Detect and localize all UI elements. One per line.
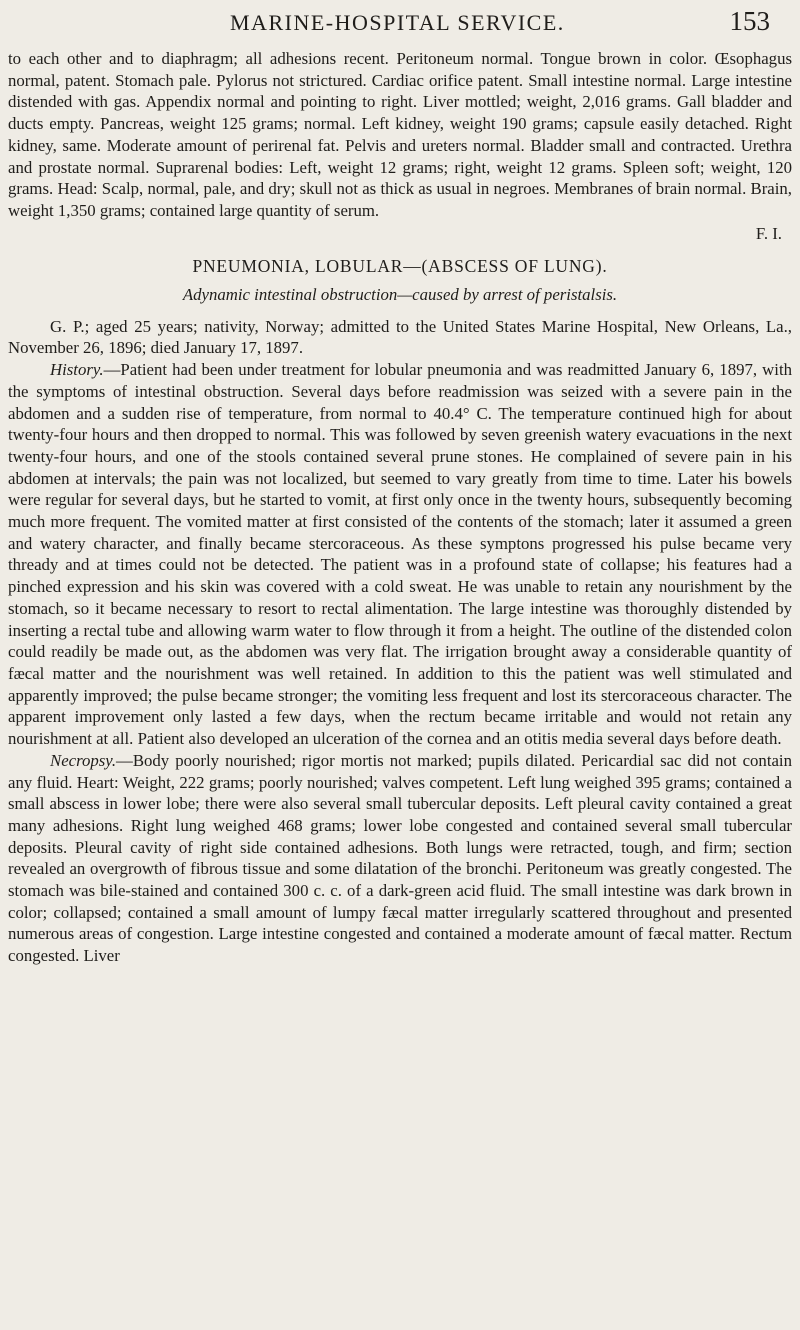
case-subheading: Adynamic intestinal obstruction—caused by arrest of peristalsis. [182, 285, 618, 305]
history-text: —Patient had been under treatment for lobular pneumonia and was readmitted January 6, 1897, with the symptoms of intestinal obstruction. Several days before readmission was seized with a severe pain in the abdomen and a sudden rise of temperature, from normal to 40.4° C. The temperature continued high for about twenty-four hours and then dropped to normal. This was followed by seven greenish watery evacuations in the next twenty-four hours, and one of the stools contained several prune stones. He complained of severe pain in his abdomen at intervals; the pain was not localized, but seemed to vary greatly from time to time. Later his bowels were regular for several days, but he started to vomit, at first only once in the twenty hours, subsequently becoming much more frequent. The vomited matter at first consisted of the contents of the stomach; later it assumed a green and watery character, and finally became stercoraceous. As these symptons progressed his pulse became very thready and at times could not be detected. The patient was in a profound state of collapse; his features had a pinched expression and his skin was covered with a cold sweat. He was unable to retain any nourishment by the stomach, so it became necessary to resort to rectal alimentation. The large intestine was thoroughly distended by inserting a rectal tube and allowing warm water to flow through it from a height. The outline of the distended colon could readily be made out, as the abdomen was very flat. The irrigation brought away a considerable quantity of fæcal matter and the nourishment was well retained. In addition to this the patient was well stimulated and apparently improved; the pulse became stronger; the vomiting less frequent and lost its stercoraceous character. The apparent improvement only lasted a few days, when the rectum became irritable and would not retain any nourishment at all. Patient also developed an ulceration of the cornea and an otitis media several days before death. [8, 360, 792, 749]
body-text [8, 48, 792, 967]
running-head-title: MARINE-HOSPITAL SERVICE. [230, 10, 565, 35]
page-number: 153 [729, 6, 770, 36]
author-initials: F. I. [755, 223, 782, 243]
case-intro-paragraph: G. P.; aged 25 years; nativity, Norway; admitted to the United States Marine Hospital, New Orleans, La., November 26, 1896; died January 17, 1897. [8, 316, 792, 358]
history-paragraph [8, 359, 792, 750]
case-heading: PNEUMONIA, LOBULAR—(ABSCESS OF LUNG). [192, 256, 608, 277]
necropsy-text: —Body poorly nourished; rigor mortis not marked; pupils dilated. Pericardial sac did not contain any fluid. Heart: Weight, 222 grams; poorly nourished; valves competent. Left lung weighed 395 grams; contained a small abscess in lower lobe; there were also several small tubercular deposits. Left pleural cavity contained a great many adhesions. Right lung weighed 468 grams; lower lobe congested and contained several small tubercular deposits. Pleural cavity of right side contained adhesions. Both lungs were retracted, tough, and firm; section revealed an overgrowth of fibrous tissue and some dilatation of the bronchi. Peritoneum was greatly congested. The stomach was bile-stained and contained 300 c. c. of a dark-green acid fluid. The small intestine was dark brown in color; collapsed; contained a small amount of lumpy fæcal matter irregularly scattered throughout and presented numerous areas of congestion. Large intestine congested and contained a moderate amount of fæcal matter. Rectum congested. Liver [8, 750, 792, 966]
history-label: History. [50, 360, 104, 380]
necropsy-paragraph [8, 750, 792, 967]
necropsy-label: Necropsy. [50, 750, 117, 770]
running-head [0, 6, 800, 46]
continuation-paragraph: to each other and to diaphragm; all adhesions recent. Peritoneum normal. Tongue brown in color. Œsophagus normal, patent. Stomach pale. Pylorus not strictured. Cardiac orifice patent. Small intestine normal. Large intestine distended with gas. Appendix normal and pointing to right. Liver mottled; weight, 2,016 grams. Gall bladder and ducts empty. Pancreas, weight 125 grams; normal. Left kidney, weight 190 grams; capsule easily detached. Right kidney, same. Moderate amount of perirenal fat. Pelvis and ureters normal. Bladder small and contracted. Urethra and prostate normal. Suprarenal bodies: Left, weight 12 grams; right, weight 12 grams. Spleen soft; weight, 120 grams. Head: Scalp, normal, pale, and dry; skull not as thick as usual in negroes. Membranes of brain normal. Brain, weight 1,350 grams; contained large quantity of serum. [8, 49, 792, 220]
